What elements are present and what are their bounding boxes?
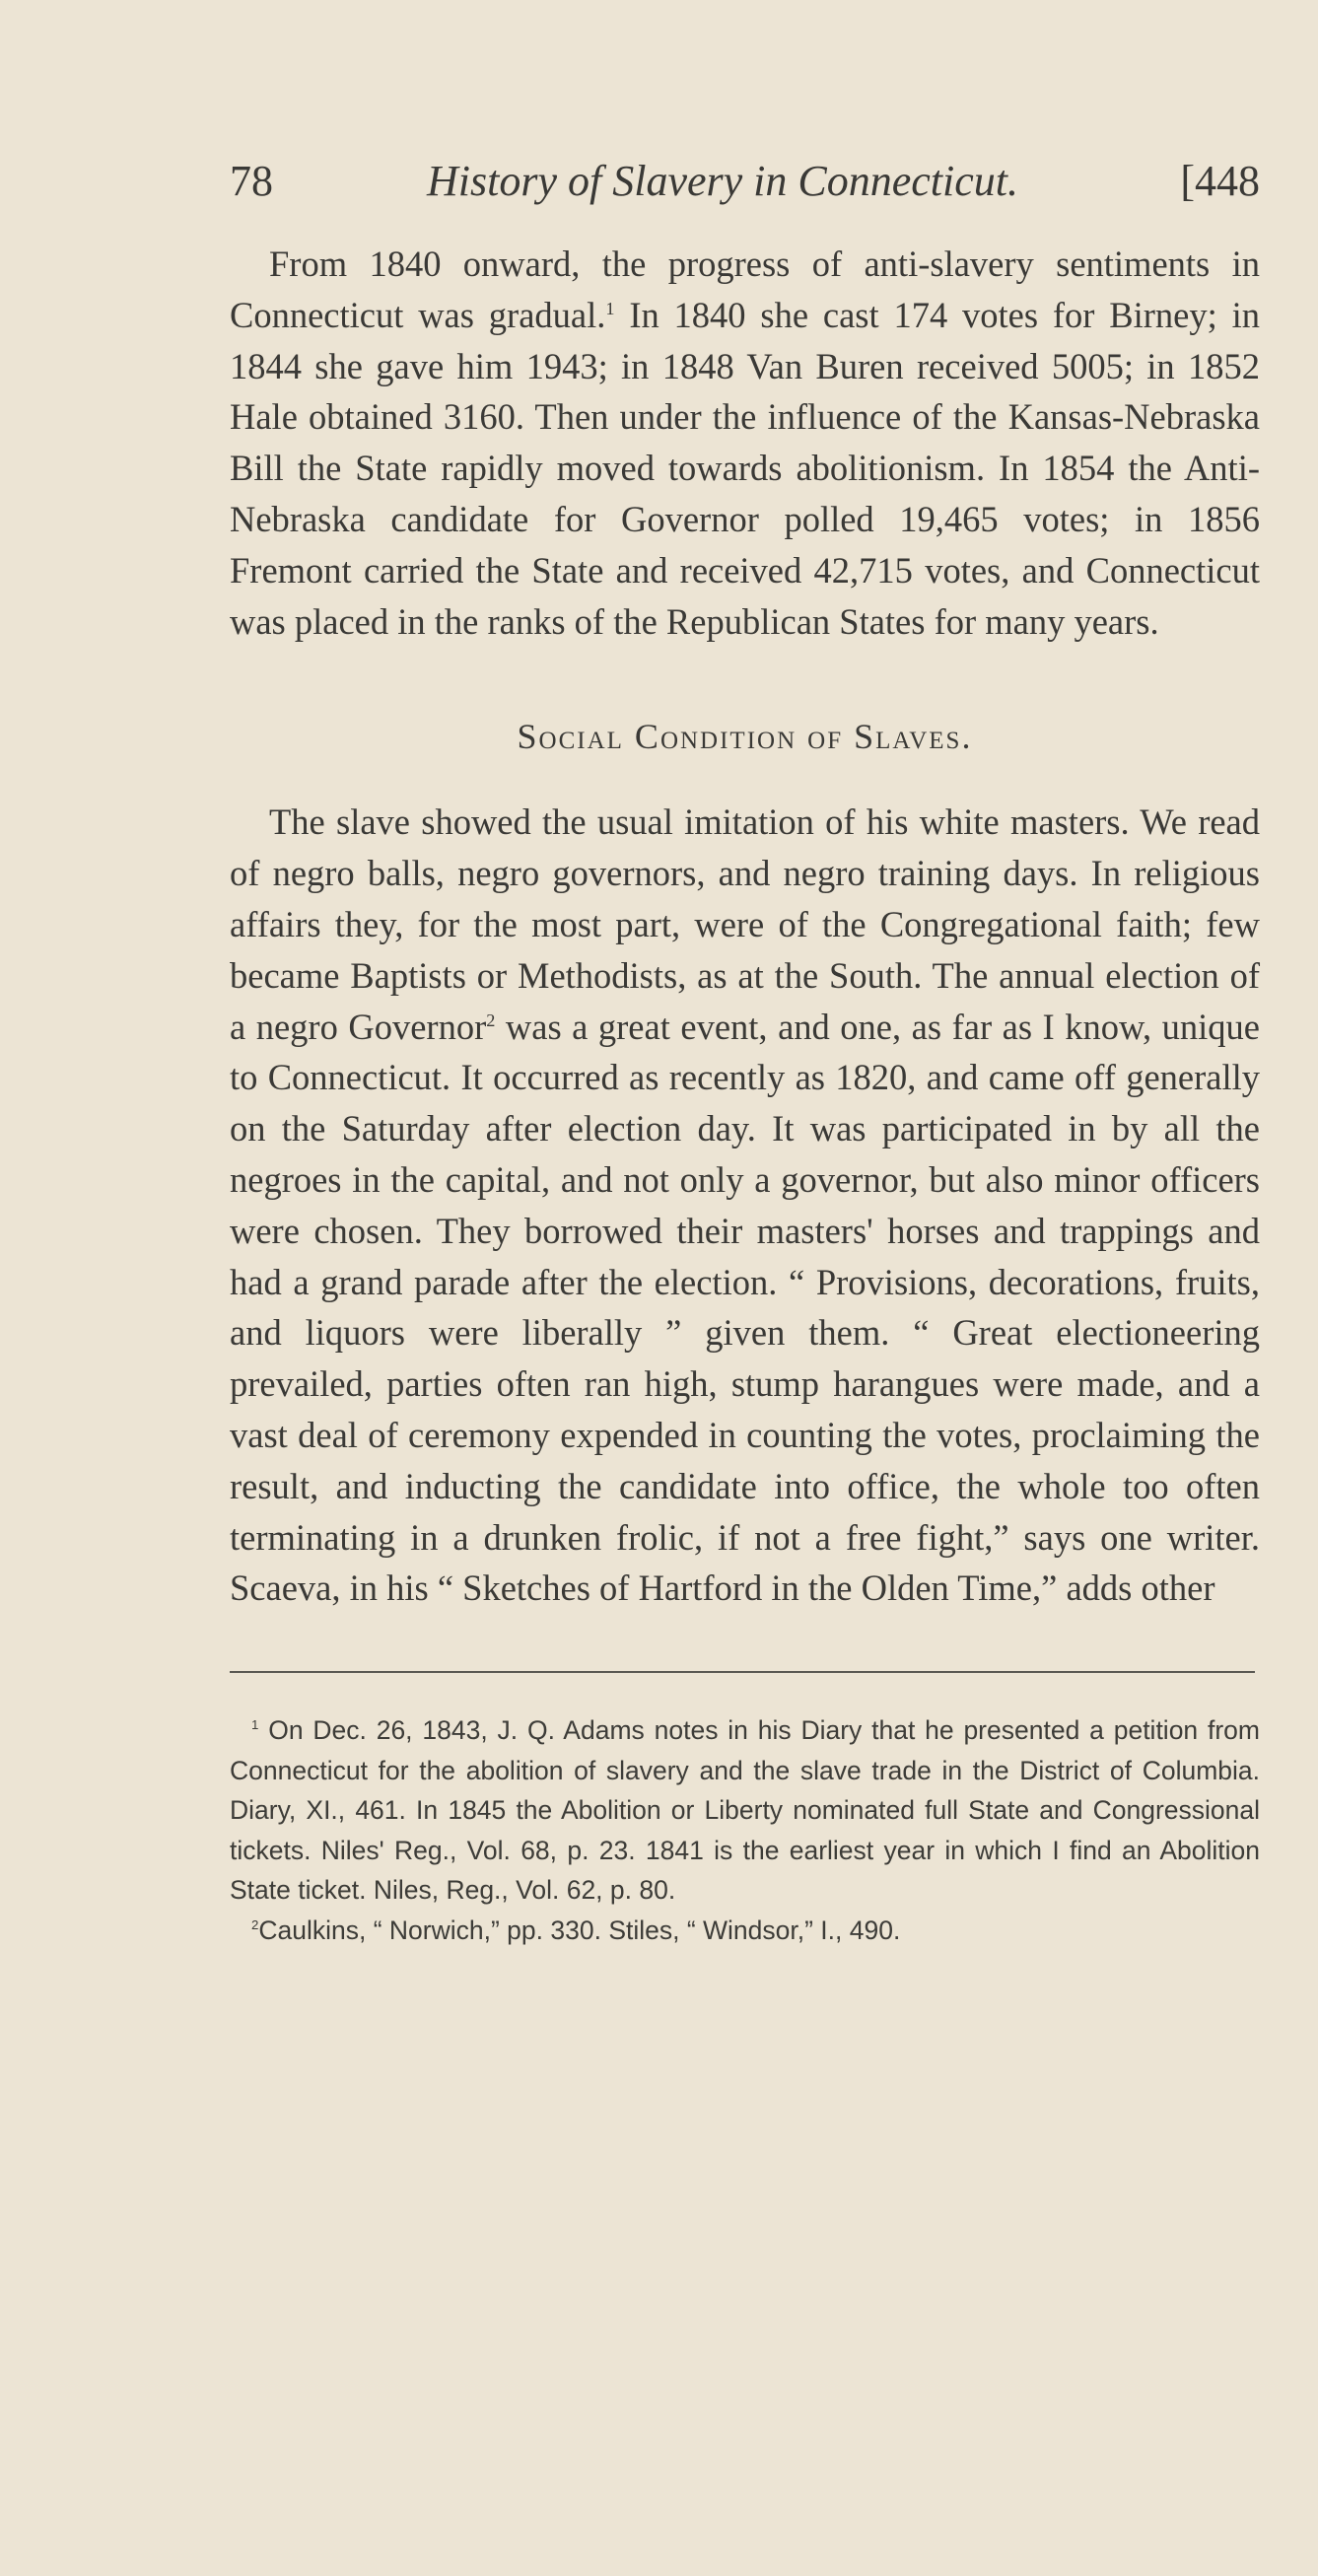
- page-number: 78: [230, 157, 273, 205]
- footnote-mark: 2: [251, 1916, 259, 1932]
- paragraph-text: The slave showed the usual imitation of his white masters. We read of negro balls, negro governors, and negro training days. In religious affairs they, for the most part, were of the Congregational faith; few became Baptists or Methodists, as at the South. The annual election of a negro Governor: [230, 801, 1260, 1047]
- footnote-mark: 1: [251, 1717, 259, 1733]
- paragraph-text: In 1840 she cast 174 votes for Birney; in 1844 she gave him 1943; in 1848 Van Buren received 5005; in 1852 Hale obtained 3160. Then under the influence of the Kansas-Nebraska Bill the State rapidly moved towards abolitionism. In 1854 the Anti-Nebraska candidate for Governor polled 19,465 votes; in 1856 Fremont carried the State and received 42,715 votes, and Connecticut was placed in the ranks of the Republican States for many years.: [230, 294, 1260, 642]
- running-title: History of Slavery in Connecticut.: [427, 157, 1018, 205]
- footnote-divider: [230, 1671, 1255, 1673]
- paragraph-text: From 1840 onward, the progress of anti-slavery sentiments in Connecticut was gradual.: [230, 244, 1260, 335]
- book-page: [230, 148, 1260, 1950]
- footnote-text: On Dec. 26, 1843, J. Q. Adams notes in his Diary that he presented a petition from Connecticut for the abolition of slavery and the slave trade in the District of Columbia. Diary, XI., 461. In 1845 the Abolition or Liberty nominated full State and Congressional tickets. Niles' Reg., Vol. 68, p. 23. 1841 is the earliest year in which I find an Abolition State ticket. Niles, Reg., Vol. 62, p. 80.: [230, 1715, 1260, 1906]
- paragraph-social-condition: [230, 797, 1260, 1614]
- footnote-ref-1[interactable]: 1: [605, 298, 615, 318]
- page-reference: [448: [1180, 157, 1260, 205]
- paragraph-anti-slavery-progress: [230, 239, 1260, 647]
- paragraph-text: was a great event, and one, as far as I know, unique to Connecticut. It occurred as recently as 1820, and came off generally on the Saturday after election day. It was participated in by all the negroes in the capital, and not only a governor, but also minor officers were chosen. They borrowed their masters' horses and trappings and had a grand parade after the election. “ Provisions, decorations, fruits, and liquors were liberally ” given them. “ Great electioneering prevailed, parties often ran high, stump harangues were made, and a vast deal of ceremony expended in counting the votes, proclaiming the result, and inducting the candidate into office, the whole too often terminating in a drunken frolic, if not a free fight,” says one writer. Scaeva, in his “ Sketches of Hartford in the Olden Time,” adds other: [230, 1006, 1260, 1609]
- footnote-2: [230, 1911, 1260, 1951]
- footnote-1: [230, 1710, 1260, 1911]
- section-heading: Social Condition of Slaves.: [517, 717, 973, 757]
- footnote-ref-2[interactable]: 2: [486, 1010, 496, 1030]
- footnote-text: Caulkins, “ Norwich,” pp. 330. Stiles, “ Windsor,” I., 490.: [258, 1915, 901, 1945]
- running-header: [230, 148, 1260, 217]
